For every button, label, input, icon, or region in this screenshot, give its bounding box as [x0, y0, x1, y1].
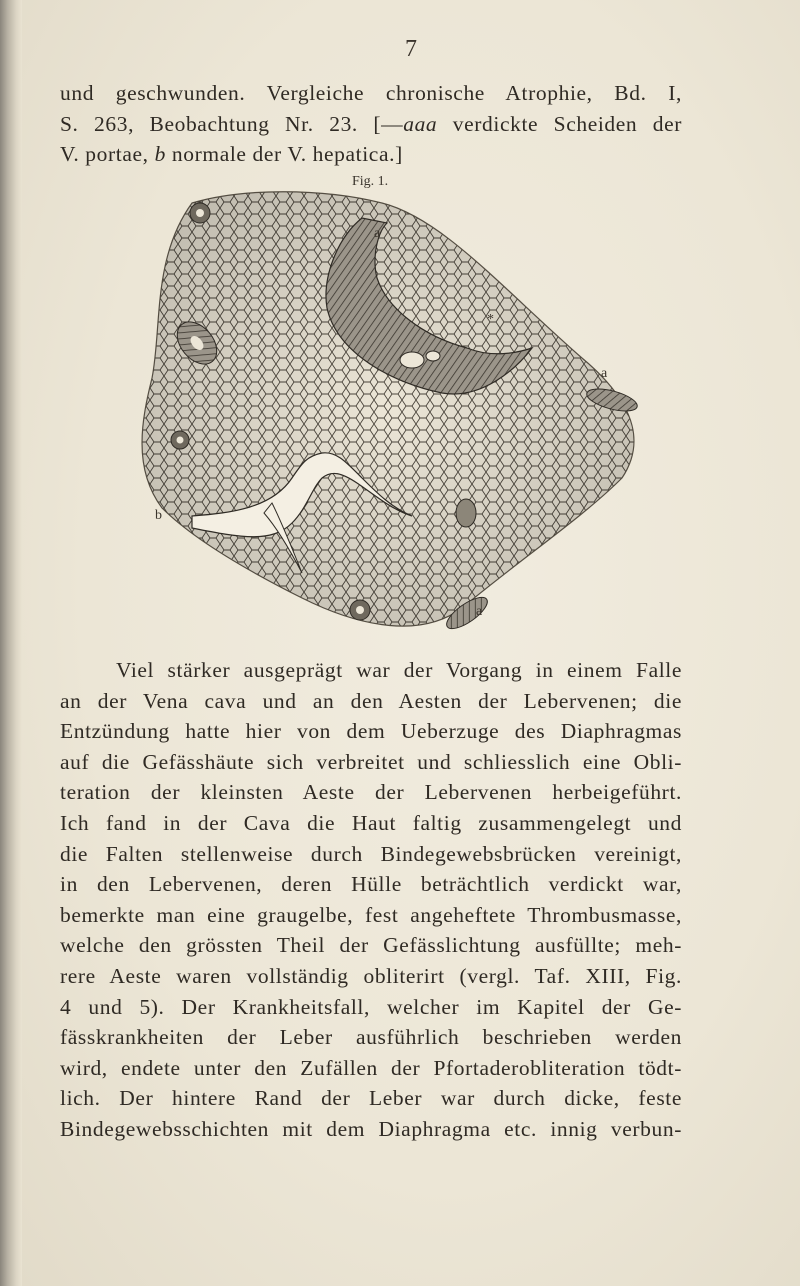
- figure-label-b: b: [155, 508, 162, 523]
- top-paragraph: [60, 78, 682, 170]
- figure-label-a: a: [601, 366, 608, 381]
- text-line: lich. Der hintere Rand der Leber war durch dicke, feste: [60, 1086, 682, 1111]
- book-binding-shadow: [0, 0, 22, 1286]
- text-line: Viel stärker ausgeprägt war der Vorgang in einem Falle: [116, 658, 682, 682]
- text-line: teration der kleinsten Aeste der Lebervenen herbeigeführt.: [60, 780, 682, 805]
- text-fragment: normale der V. hepatica.]: [165, 142, 403, 167]
- figure-label-a: a: [374, 226, 381, 241]
- text-line: an der Vena cava und an den Aesten der Lebervenen; die: [60, 688, 682, 713]
- text-fragment: verdickte Scheiden der: [437, 111, 682, 136]
- figure-label-star: *: [487, 312, 494, 327]
- text-line: und geschwunden. Vergleiche chronische Atrophie, Bd. I,: [60, 81, 682, 105]
- italic-label: b: [154, 142, 166, 167]
- page-number: 7: [405, 36, 417, 62]
- text-line: welche den grössten Theil der Gefässlichtung ausfüllte; meh-: [60, 933, 682, 958]
- text-line: bemerkte man eine graugelbe, fest angeheftete Thrombusmasse,: [60, 902, 682, 927]
- text-fragment: S. 263, Beobachtung Nr. 23. [—: [60, 111, 404, 136]
- vessel-cross-section: [456, 499, 476, 527]
- text-line: auf die Gefässhäute sich verbreitet und schliesslich eine Obli-: [60, 749, 682, 774]
- text-line: die Falten stellenweise durch Bindegewebsbrücken vereinigt,: [60, 841, 682, 866]
- text-line: Ich fand in der Cava die Haut faltig zusammengelegt und: [60, 810, 682, 835]
- text-line: Bindegewebsschichten mit dem Diaphragma etc. innig verbun-: [60, 1116, 682, 1141]
- book-page: [22, 0, 800, 1286]
- text-line: [60, 139, 682, 170]
- figure-label-a: a: [476, 604, 483, 619]
- text-line: 4 und 5). Der Krankheitsfall, welcher im Kapitel der Ge-: [60, 994, 682, 1019]
- figure-title: Fig. 1.: [352, 174, 389, 189]
- liver-tissue-illustration: [122, 178, 642, 638]
- italic-label: aaa: [403, 111, 438, 136]
- text-line: [60, 109, 682, 140]
- text-line: Entzündung hatte hier von dem Ueberzuge des Diaphragmas: [60, 719, 682, 744]
- text-line: rere Aeste waren vollständig obliterirt (vergl. Taf. XIII, Fig.: [60, 963, 682, 988]
- main-paragraph: [60, 655, 682, 1145]
- text-fragment: V. portae,: [60, 142, 155, 167]
- text-line: fässkrankheiten der Leber ausführlich beschrieben werden: [60, 1025, 682, 1050]
- text-line: in den Lebervenen, deren Hülle beträchtlich verdickt war,: [60, 872, 682, 897]
- text-line: wird, endete unter den Zufällen der Pfortaderobliteration tödt-: [60, 1055, 682, 1080]
